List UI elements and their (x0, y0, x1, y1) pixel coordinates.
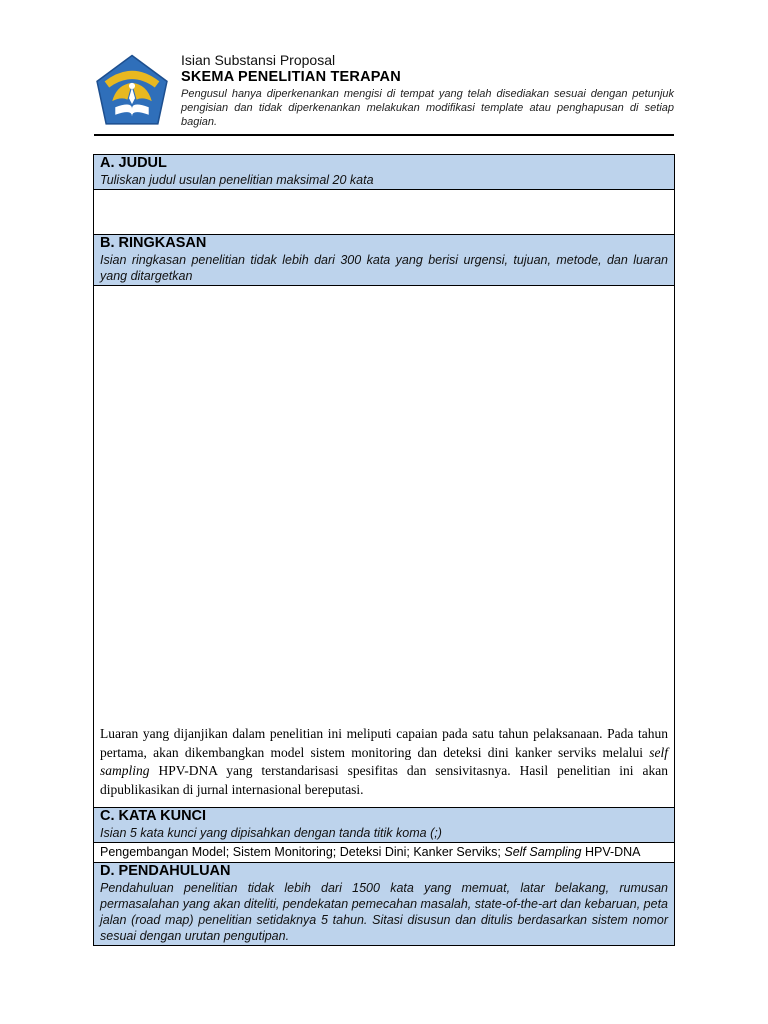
header-title: SKEMA PENELITIAN TERAPAN (181, 69, 401, 85)
section-a-instruction: Tuliskan judul usulan penelitian maksimal 20 kata (100, 173, 374, 187)
section-a-content-field[interactable] (94, 190, 674, 235)
section-b-text-2: HPV-DNA yang terstandarisasi spesifitas dan sensivitasnya. Hasil penelitian ini akan dipublikasikan di jurnal internasional bereputasi. (100, 763, 668, 797)
section-c-content-field[interactable] (94, 843, 674, 863)
section-b-title: B. RINGKASAN (100, 235, 207, 251)
section-b-header (94, 235, 674, 286)
header-note: Pengusul hanya diperkenankan mengisi di tempat yang telah disediakan sesuai dengan petunjuk pengisian dan tidak diperkenankan melakukan modifikasi template atau penghapusan di setiap bagian. (181, 88, 674, 128)
proposal-form-table (93, 154, 675, 946)
section-b-text-italic: self sampling (100, 744, 668, 778)
section-d-header (94, 863, 674, 945)
section-d-instruction: Pendahuluan penelitian tidak lebih dari 1500 kata yang memuat, latar belakang, rumusan permasalahan yang akan diteliti, pendekatan pemecahan masalah, state-of-the-art dan kebaruan, peta jalan (road map) penelitian setidaknya 5 tahun. Sitasi disusun dan ditulis berdasarkan sistem nomor sesuai dengan urutan pengutipan. (100, 881, 668, 943)
section-a-title: A. JUDUL (100, 155, 167, 171)
section-c-instruction: Isian 5 kata kunci yang dipisahkan dengan tanda titik koma (;) (100, 826, 442, 840)
section-c-text-2: HPV-DNA (581, 845, 641, 859)
section-c-text-1: Pengembangan Model; Sistem Monitoring; Deteksi Dini; Kanker Serviks; (100, 845, 505, 859)
section-b-instruction: Isian ringkasan penelitian tidak lebih dari 300 kata yang berisi urgensi, tujuan, metode, dan luaran yang ditargetkan (100, 253, 668, 283)
section-c-header (94, 808, 674, 843)
header-divider (94, 134, 674, 136)
section-c-text-italic: Self Sampling (504, 845, 582, 859)
section-a-header (94, 155, 674, 190)
document-header (94, 52, 674, 136)
header-subtitle: Isian Substansi Proposal (181, 52, 336, 68)
section-c-title: C. KATA KUNCI (100, 808, 207, 824)
section-b-content-field[interactable] (94, 286, 674, 808)
section-b-content (100, 725, 668, 799)
tut-wuri-handayani-logo (94, 54, 170, 130)
section-d-title: D. PENDAHULUAN (100, 863, 231, 879)
section-b-text-1: Luaran yang dijanjikan dalam penelitian ini meliputi capaian pada satu tahun pelaksanaan. Pada tahun pertama, akan dikembangkan model sistem monitoring dan deteksi dini kanker serviks melalui (100, 726, 668, 760)
